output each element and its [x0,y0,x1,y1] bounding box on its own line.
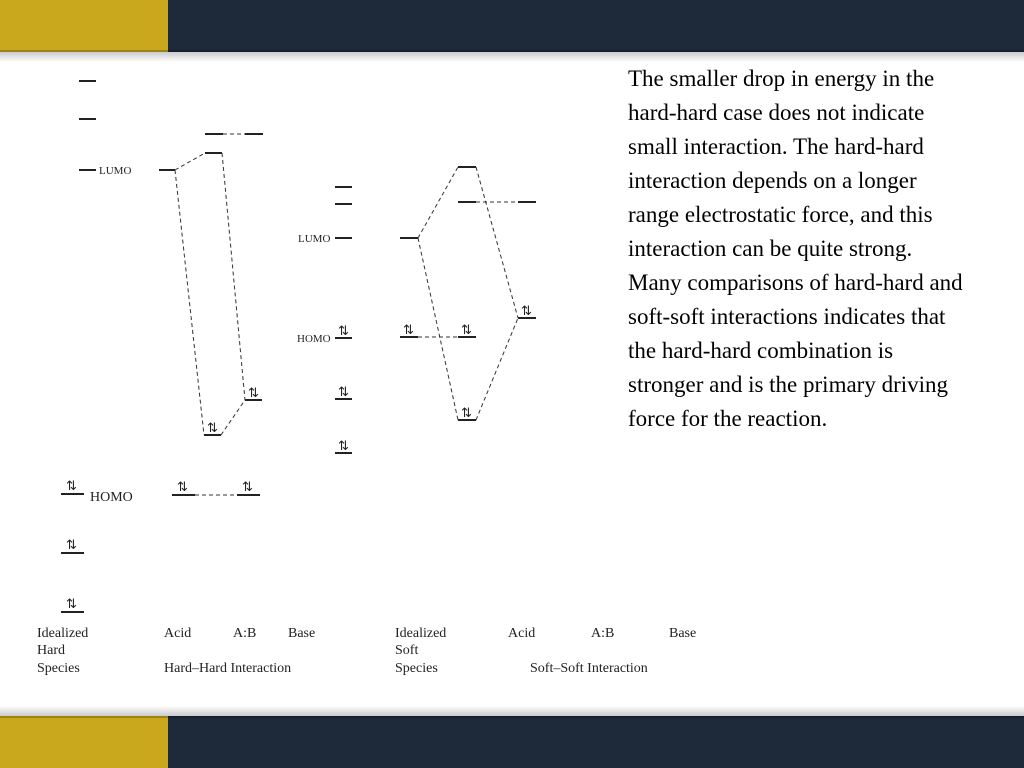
electron-pair: ⇅ [66,538,77,553]
electron-pair: ⇅ [66,597,77,612]
electron-pair: ⇅ [177,480,188,495]
hard-species-homo-label: HOMO [90,490,133,505]
soft-species-homo-label: HOMO [297,333,331,345]
caption-ab: A:B [233,626,257,641]
electron-pair: ⇅ [338,324,349,339]
caption-idealized: Idealized [395,626,447,641]
caption-hard: Hard [37,643,65,658]
top-banner [0,0,1024,52]
electron-pair: ⇅ [521,304,532,319]
caption-hard-hard-interaction: Hard–Hard Interaction [164,661,292,676]
caption-base: Base [288,626,316,641]
caption-species: Species [37,661,80,676]
hard-species-lumo-label: LUMO [99,165,132,177]
electron-pair: ⇅ [338,439,349,454]
electron-pair: ⇅ [461,323,472,338]
electron-pair: ⇅ [242,480,253,495]
caption-idealized: Idealized [37,626,89,641]
orbital-energy-diagram [0,52,720,692]
bottom-banner [0,716,1024,768]
hard-species-levels [61,81,133,612]
caption-soft-soft-interaction: Soft–Soft Interaction [530,661,648,676]
electron-pair: ⇅ [66,479,77,494]
bottom-banner-gold-block [0,716,168,768]
explanation-text: The smaller drop in energy in the hard-hard case does not indicate small interaction. The hard-hard interaction depends on a longer range electrostatic force, and this interaction can be quite strong. Many comparisons of hard-hard and soft-soft interactions indicates that the hard-hard combination is stronger and is the primary driving force for the reaction. [628,66,963,431]
top-banner-gold-block [0,0,168,52]
electron-pair: ⇅ [207,421,218,436]
caption-soft: Soft [395,643,419,658]
caption-acid: Acid [508,626,536,641]
caption-species: Species [395,661,438,676]
hard-hard-interaction [159,134,263,495]
soft-species-lumo-label: LUMO [298,233,331,245]
soft-soft-interaction [400,167,536,421]
soft-species-levels [297,187,352,454]
electron-pair: ⇅ [248,386,259,401]
bottom-banner-navy-block [168,716,1024,768]
caption-ab: A:B [591,626,615,641]
caption-acid: Acid [164,626,192,641]
top-banner-navy-block [168,0,1024,52]
caption-base: Base [669,626,697,641]
electron-pair: ⇅ [461,406,472,421]
electron-pair: ⇅ [403,323,414,338]
electron-pair: ⇅ [338,385,349,400]
diagram-captions [37,626,696,676]
